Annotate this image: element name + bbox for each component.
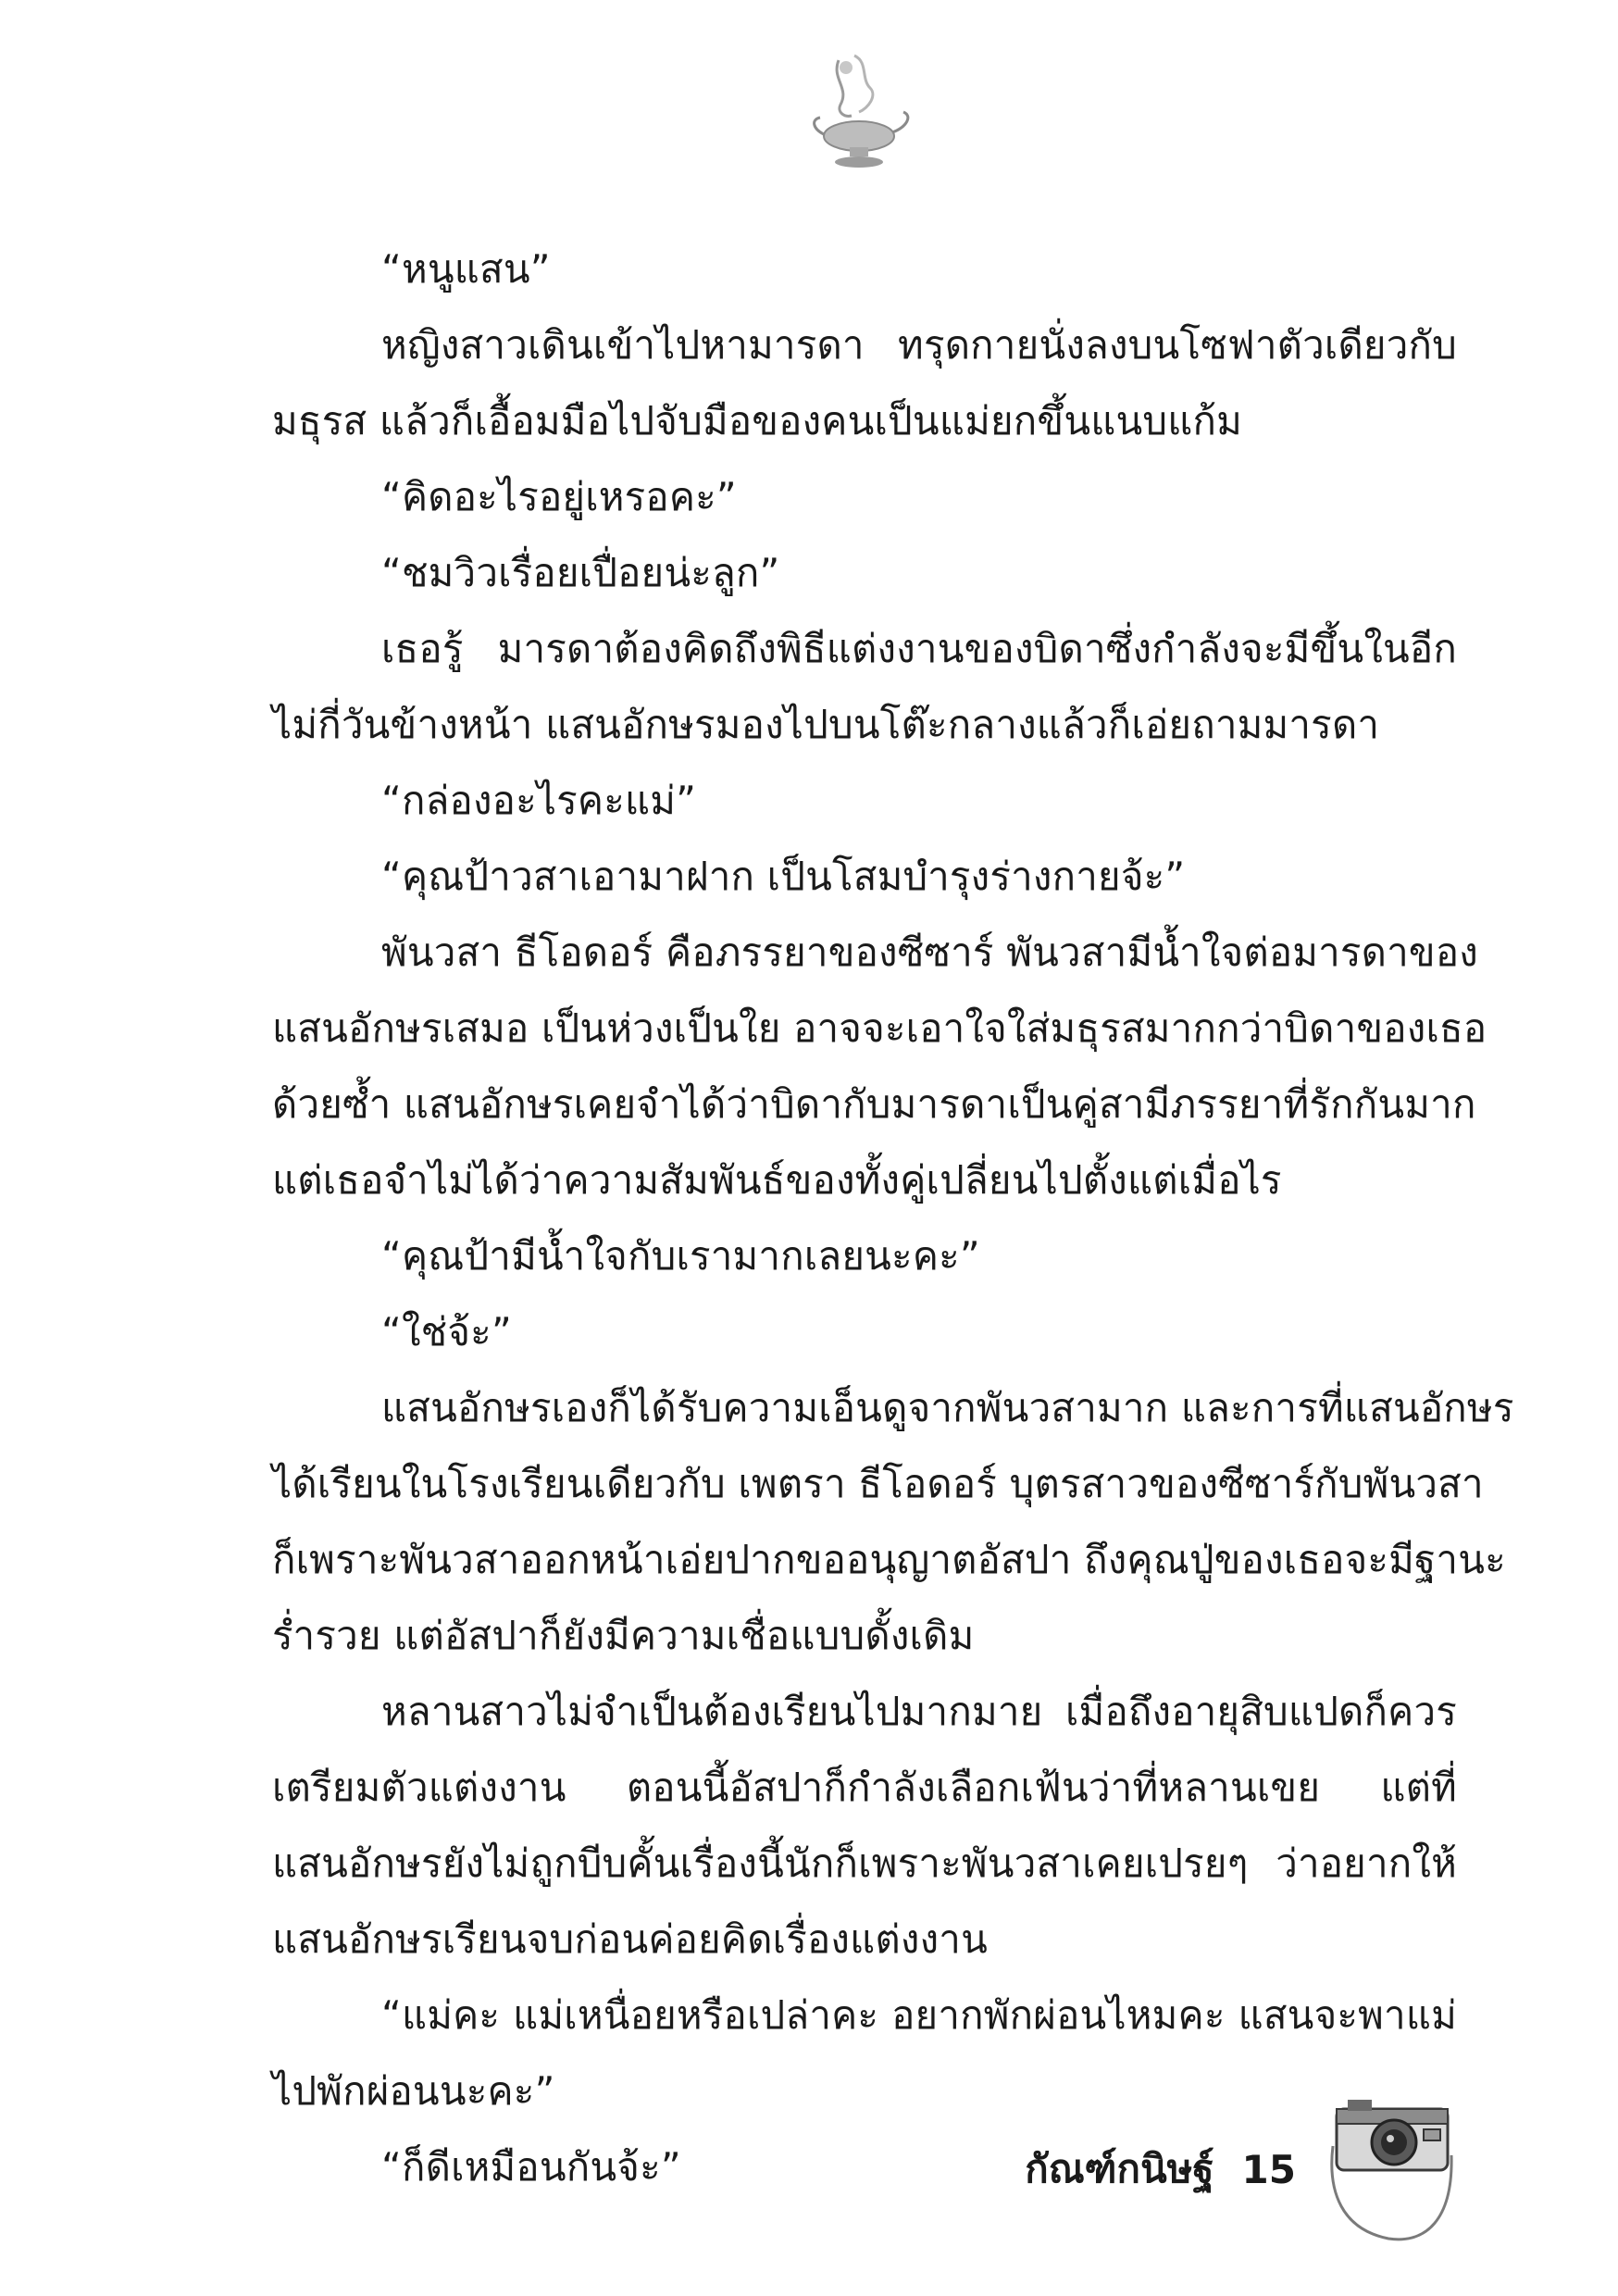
page-number: 15 (1241, 2146, 1296, 2192)
text-line: ได้เรียนในโรงเรียนเดียวกับ เพตรา ธีโอดอร์ บุตรสาวของซีซาร์กับพันวสา (272, 1461, 1484, 1506)
page-footer (1025, 2090, 1462, 2248)
text-line: “กล่องอะไรคะแม่” (381, 778, 697, 823)
text-line: “คุณป้ามีน้ำใจกับเรามากเลยนะคะ” (381, 1233, 980, 1279)
text-line: เธอรู้ มารดาต้องคิดถึงพิธีแต่งงานของบิดาซึ่งกำลังจะมีขึ้นในอีก (381, 626, 1457, 671)
text-line: ก็เพราะพันวสาออกหน้าเอ่ยปากขออนุญาตอัสปา ถึงคุณปู่ของเธอจะมีฐานะ (272, 1537, 1506, 1582)
camera-icon (1324, 2090, 1462, 2248)
text-line: “แม่คะ แม่เหนื่อยหรือเปล่าคะ อยากพักผ่อนไหมคะ แสนจะพาแม่ (381, 1992, 1457, 2038)
text-line: แสนอักษรเองก็ได้รับความเอ็นดูจากพันวสามาก และการที่แสนอักษร (381, 1385, 1514, 1430)
book-title: กัณฑ์กนิษฐ์ (1025, 2146, 1214, 2191)
text-line: ร่ำรวย แต่อัสปาก็ยังมีความเชื่อแบบดั้งเดิม (272, 1613, 975, 1658)
text-line: แสนอักษรเรียนจบก่อนค่อยคิดเรื่องแต่งงาน (272, 1916, 988, 1962)
text-line: หญิงสาวเดินเข้าไปหามารดา ทรุดกายนั่งลงบนโซฟาตัวเดียวกับ (381, 322, 1457, 368)
text-line: ด้วยซ้ำ แสนอักษรเคยจำได้ว่าบิดากับมารดาเป็นคู่สามีภรรยาที่รักกันมาก (272, 1081, 1476, 1127)
text-line: “คุณป้าวสาเอามาฝาก เป็นโสมบำรุงร่างกายจ้ะ” (381, 854, 1186, 899)
text-line: หลานสาวไม่จำเป็นต้องเรียนไปมากมาย เมื่อถึงอายุสิบแปดก็ควร (381, 1689, 1457, 1734)
text-line: ไปพักผ่อนนะคะ” (272, 2068, 555, 2114)
text-line: แสนอักษรยังไม่ถูกบีบคั้นเรื่องนี้นักก็เพราะพันวสาเคยเปรยๆ ว่าอยากให้ (272, 1841, 1457, 1886)
text-line: แต่เธอจำไม่ได้ว่าความสัมพันธ์ของทั้งคู่เปลี่ยนไปตั้งแต่เมื่อไร (272, 1157, 1282, 1203)
text-line: “ใช่จ้ะ” (381, 1309, 512, 1354)
text-line: ไม่กี่วันข้างหน้า แสนอักษรมองไปบนโต๊ะกลางแล้วก็เอ่ยถามมารดา (272, 702, 1380, 747)
genie-lamp-icon (803, 51, 915, 171)
text-line: พันวสา ธีโอดอร์ คือภรรยาของซีซาร์ พันวสามีน้ำใจต่อมารดาของ (381, 930, 1478, 975)
text-line: แสนอักษรเสมอ เป็นห่วงเป็นใย อาจจะเอาใจใส่มธุรสมากกว่าบิดาของเธอ (272, 1005, 1487, 1051)
text-line: “ก็ดีเหมือนกันจ้ะ” (381, 2144, 681, 2190)
text-line: “คิดอะไรอยู่เหรอคะ” (381, 474, 737, 519)
text-line: มธุรส แล้วก็เอื้อมมือไปจับมือของคนเป็นแม่ยกขึ้นแนบแก้ม (272, 398, 1243, 443)
body-text (272, 231, 1514, 2205)
text-line: เตรียมตัวแต่งงาน ตอนนี้อัสปาก็กำลังเลือกเฟ้นว่าที่หลานเขย แต่ที่ (272, 1765, 1457, 1810)
text-line: “หนูแสน” (381, 246, 551, 292)
text-line: “ชมวิวเรื่อยเปื่อยน่ะลูก” (381, 550, 780, 595)
